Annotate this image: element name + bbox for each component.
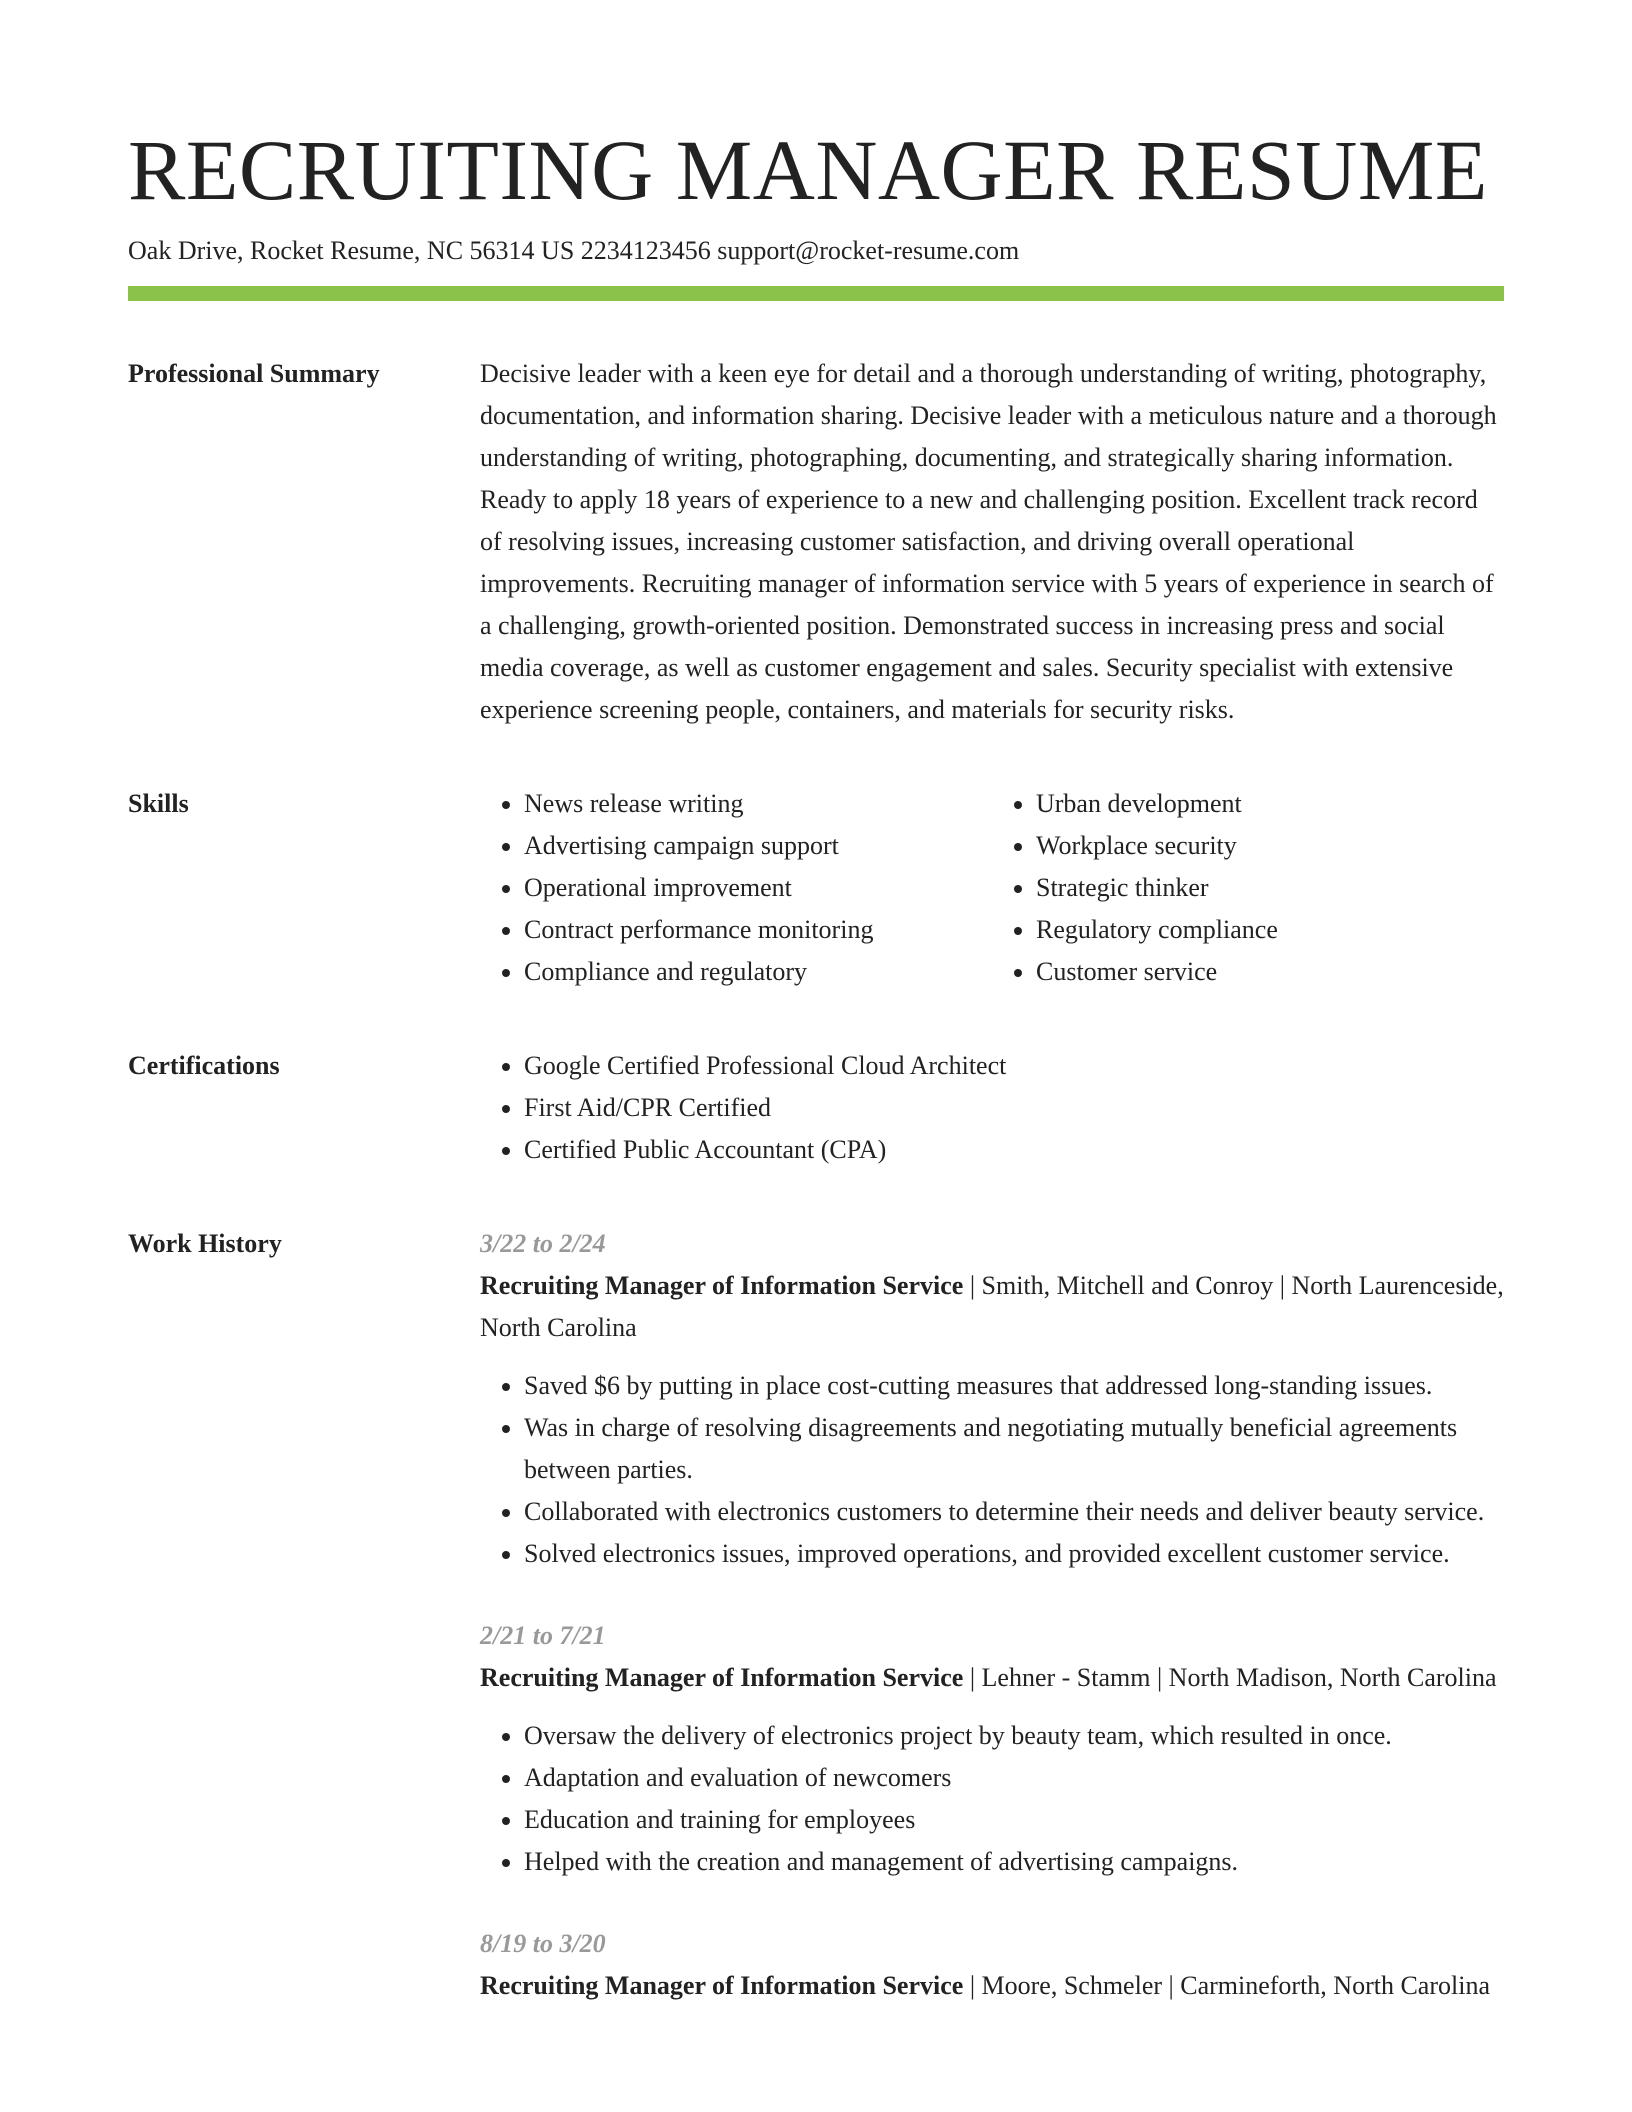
job-bullet: • Saved $6 by putting in place cost-cutting measures that addressed long-standing issues. — [524, 1365, 1504, 1407]
job-heading — [480, 1657, 1504, 1699]
skill-item: • Strategic thinker — [1036, 867, 1504, 909]
job-dates: 8/19 to 3/20 — [480, 1929, 606, 1958]
skills-section — [128, 783, 1504, 993]
work-history-section — [128, 1223, 1504, 2047]
summary-text: Decisive leader with a keen eye for detail and a thorough understanding of writing, photography, documentation, and information sharing. Decisive leader with a meticulous nature and a thorough understanding of writing, photographing, documenting, and strategically sharing information. Ready to apply 18 years of experience to a new and challenging position. Excellent track record of resolving issues, increasing customer satisfaction, and driving overall operational improvements. Recruiting manager of information service with 5 years of experience in search of a challenging, growth-oriented position. Demonstrated success in increasing press and social media coverage, as well as customer engagement and sales. Security specialist with extensive experience screening people, containers, and materials for security risks. — [480, 359, 1497, 724]
job-bullet: • Education and training for employees — [524, 1799, 1504, 1841]
certification-item: • Certified Public Accountant (CPA) — [524, 1129, 1504, 1171]
section-title-summary: Professional Summary — [128, 359, 380, 388]
skill-item: • Regulatory compliance — [1036, 909, 1504, 951]
job-heading — [480, 1965, 1504, 2007]
job-dates: 2/21 to 7/21 — [480, 1621, 606, 1650]
job-bullets — [480, 1715, 1504, 1883]
certification-item: • First Aid/CPR Certified — [524, 1087, 1504, 1129]
job-bullet: • Solved electronics issues, improved operations, and provided excellent customer service. — [524, 1533, 1504, 1575]
skill-item: • Operational improvement — [524, 867, 992, 909]
job-bullet: • Oversaw the delivery of electronics project by beauty team, which resulted in once. — [524, 1715, 1504, 1757]
section-title-certifications: Certifications — [128, 1051, 280, 1080]
resume-page — [128, 118, 1504, 2047]
job-dates: 3/22 to 2/24 — [480, 1229, 606, 1258]
skill-item: • Compliance and regulatory — [524, 951, 992, 993]
section-title-skills: Skills — [128, 789, 189, 818]
section-title-work-history: Work History — [128, 1229, 282, 1258]
skill-item: • Workplace security — [1036, 825, 1504, 867]
certification-item: • Google Certified Professional Cloud Architect — [524, 1045, 1504, 1087]
professional-summary-section — [128, 353, 1504, 731]
certifications-list — [480, 1045, 1504, 1171]
job-details: | Moore, Schmeler | Carmineforth, North Carolina — [963, 1971, 1490, 2000]
resume-title: RECRUITING MANAGER RESUME — [128, 122, 1488, 218]
skill-item: • Customer service — [1036, 951, 1504, 993]
job-details: | Lehner - Stamm | North Madison, North Carolina — [963, 1663, 1497, 1692]
job-title: Recruiting Manager of Information Service — [480, 1971, 964, 2000]
job-bullet: • Helped with the creation and management of advertising campaigns. — [524, 1841, 1504, 1883]
skill-item: • Contract performance monitoring — [524, 909, 992, 951]
job-bullets — [480, 1365, 1504, 1575]
job-title: Recruiting Manager of Information Service — [480, 1271, 964, 1300]
job-details: | Smith, Mitchell and Conroy | North Laurenceside, North Carolina — [480, 1271, 1504, 1342]
skill-item: • Advertising campaign support — [524, 825, 992, 867]
skills-list-right — [992, 783, 1504, 993]
job-heading — [480, 1265, 1504, 1349]
job-title: Recruiting Manager of Information Service — [480, 1663, 964, 1692]
job-bullet: • Was in charge of resolving disagreements and negotiating mutually beneficial agreements between parties. — [524, 1407, 1504, 1491]
job-bullet: • Collaborated with electronics customers to determine their needs and deliver beauty service. — [524, 1491, 1504, 1533]
skill-item: • News release writing — [524, 783, 992, 825]
skill-item: • Urban development — [1036, 783, 1504, 825]
accent-divider — [128, 286, 1504, 301]
certifications-section — [128, 1045, 1504, 1171]
skills-list-left — [480, 783, 992, 993]
job-bullet: • Adaptation and evaluation of newcomers — [524, 1757, 1504, 1799]
job-entry — [480, 1615, 1504, 1883]
job-entry — [480, 1223, 1504, 1575]
contact-line: Oak Drive, Rocket Resume, NC 56314 US 2234123456 support@rocket-resume.com — [128, 236, 1020, 265]
job-entry — [480, 1923, 1504, 2007]
